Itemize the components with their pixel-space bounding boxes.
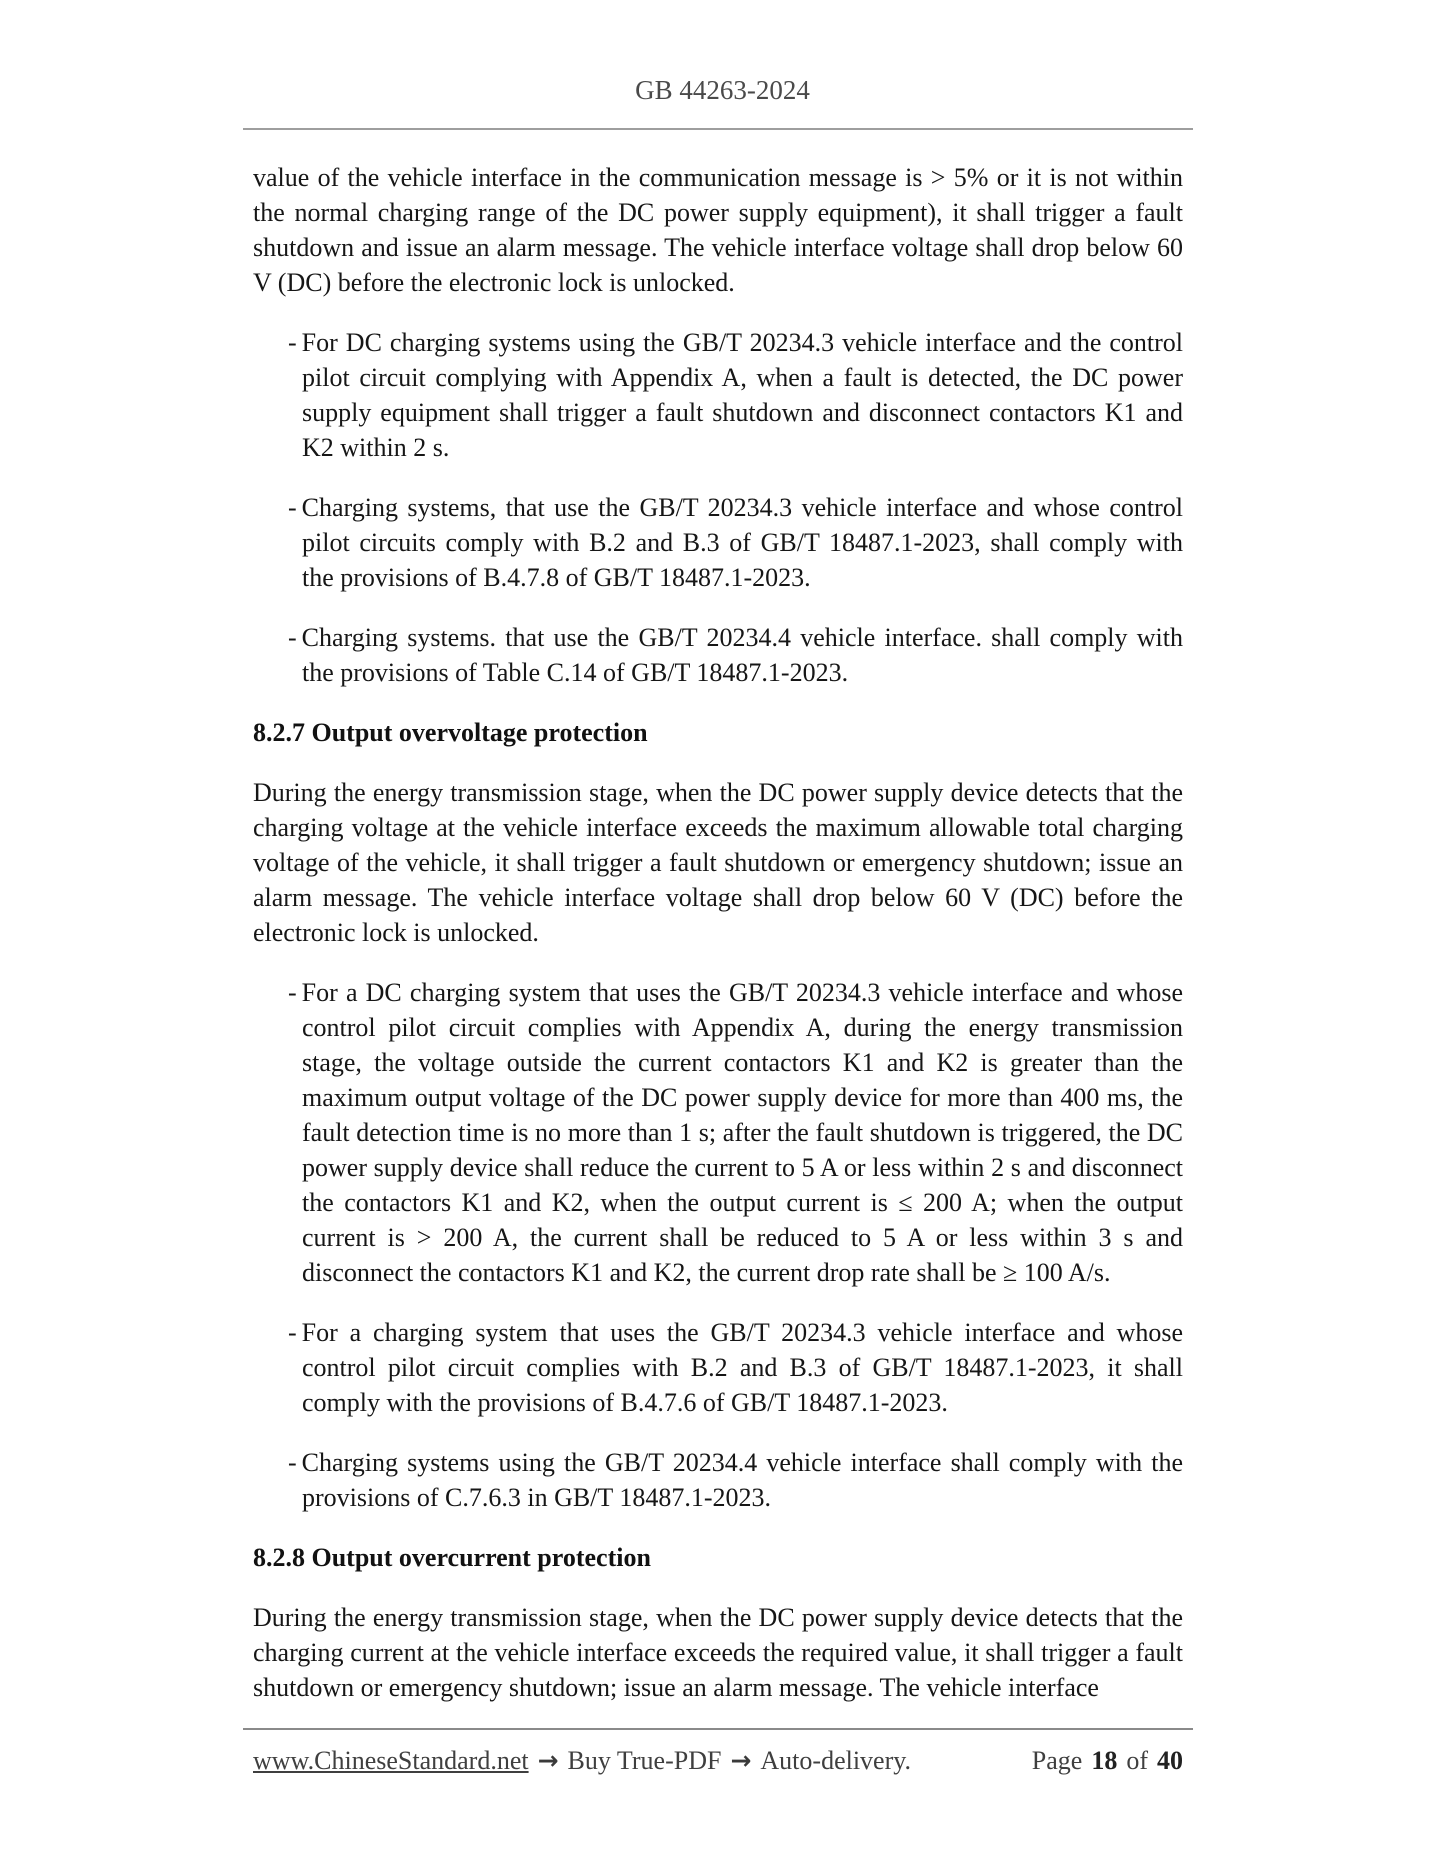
- list-dash: -: [288, 493, 297, 522]
- page-word: Page: [1031, 1746, 1083, 1775]
- paragraph-827: During the energy transmission stage, when the DC power supply device detects that the charging voltage at the vehicle interface exceeds the maximum allowable total charging voltage of the vehicle, it shall trigger a fault shutdown or emergency shutdown; issue an alarm message. The vehicle interface voltage shall drop below 60 V (DC) before the electronic lock is unlocked.: [253, 778, 1183, 947]
- paragraph-intro: value of the vehicle interface in the communication message is > 5% or it is not within the normal charging range of the DC power supply equipment), it shall trigger a fault shutdown and issue an alarm message. The vehicle interface voltage shall drop below 60 V (DC) before the electronic lock is unlocked.: [253, 163, 1183, 297]
- list-item-text: Charging systems using the GB/T 20234.4 vehicle interface shall comply with the provisions of C.7.6.3 in GB/T 18487.1-2023.: [301, 1448, 1183, 1512]
- section-heading-827: 8.2.7 Output overvoltage protection: [253, 718, 648, 747]
- page-total: 40: [1157, 1746, 1183, 1775]
- list-item: [253, 620, 1183, 690]
- footer-delivery-text: Auto-delivery.: [760, 1746, 912, 1775]
- list-dash: -: [288, 623, 297, 652]
- list-dash: -: [288, 328, 297, 357]
- list-dash: -: [288, 1318, 297, 1347]
- footer-source-line: [253, 1743, 911, 1778]
- list-item-text: Charging systems. that use the GB/T 20234.4 vehicle interface. shall comply with the provisions of Table C.14 of GB/T 18487.1-2023.: [301, 623, 1183, 687]
- list-item-text: For a charging system that uses the GB/T 20234.3 vehicle interface and whose control pilot circuit complies with B.2 and B.3 of GB/T 18487.1-2023, it shall comply with the provisions of B.4.7.6 of GB/T 18487.1-2023.: [301, 1318, 1183, 1417]
- list-dash: -: [288, 978, 297, 1007]
- section-heading-828: 8.2.8 Output overcurrent protection: [253, 1543, 651, 1572]
- list-item-text: Charging systems, that use the GB/T 20234.3 vehicle interface and whose control pilot circuits comply with B.2 and B.3 of GB/T 18487.1-2023, shall comply with the provisions of B.4.7.8 of GB/T 18487.1-2023.: [301, 493, 1183, 592]
- page-current: 18: [1091, 1746, 1118, 1775]
- list-dash: -: [288, 1448, 297, 1477]
- list-item-text: For a DC charging system that uses the GB/T 20234.3 vehicle interface and whose control pilot circuit complies with Appendix A, during the energy transmission stage, the voltage outside the current contactors K1 and K2 is greater than the maximum output voltage of the DC power supply device for more than 400 ms, the fault detection time is no more than 1 s; after the fault shutdown is triggered, the DC power supply device shall reduce the current to 5 A or less within 2 s and disconnect the contactors K1 and K2, when the output current is ≤ 200 A; when the output current is > 200 A, the current shall be reduced to 5 A or less within 3 s and disconnect the contactors K1 and K2, the current drop rate shall be ≥ 100 A/s.: [301, 978, 1183, 1287]
- paragraph-828: During the energy transmission stage, when the DC power supply device detects that the charging current at the vehicle interface exceeds the required value, it shall trigger a fault shutdown or emergency shutdown; issue an alarm message. The vehicle interface: [253, 1603, 1183, 1702]
- list-item: [253, 1445, 1183, 1515]
- list-item: [253, 490, 1183, 595]
- footer-buy-text: Buy True-PDF: [567, 1746, 722, 1775]
- list-item-text: For DC charging systems using the GB/T 20234.3 vehicle interface and the control pilot circuit complying with Appendix A, when a fault is detected, the DC power supply equipment shall trigger a fault shutdown and disconnect contactors K1 and K2 within 2 s.: [301, 328, 1183, 462]
- page-number: [1032, 1743, 1183, 1778]
- list-item: [253, 325, 1183, 465]
- right-arrow-icon: →: [537, 1746, 559, 1775]
- list-item: [253, 1315, 1183, 1420]
- footer-divider: [243, 1728, 1193, 1730]
- list-item: [253, 975, 1183, 1290]
- document-header: [0, 74, 1445, 106]
- page-footer: [253, 1743, 1183, 1778]
- site-link[interactable]: www.ChineseStandard.net: [253, 1746, 529, 1775]
- right-arrow-icon: →: [730, 1746, 752, 1775]
- standard-number: GB 44263-2024: [635, 75, 810, 105]
- document-body: [253, 160, 1183, 1730]
- header-divider: [243, 128, 1193, 130]
- of-word: of: [1126, 1746, 1148, 1775]
